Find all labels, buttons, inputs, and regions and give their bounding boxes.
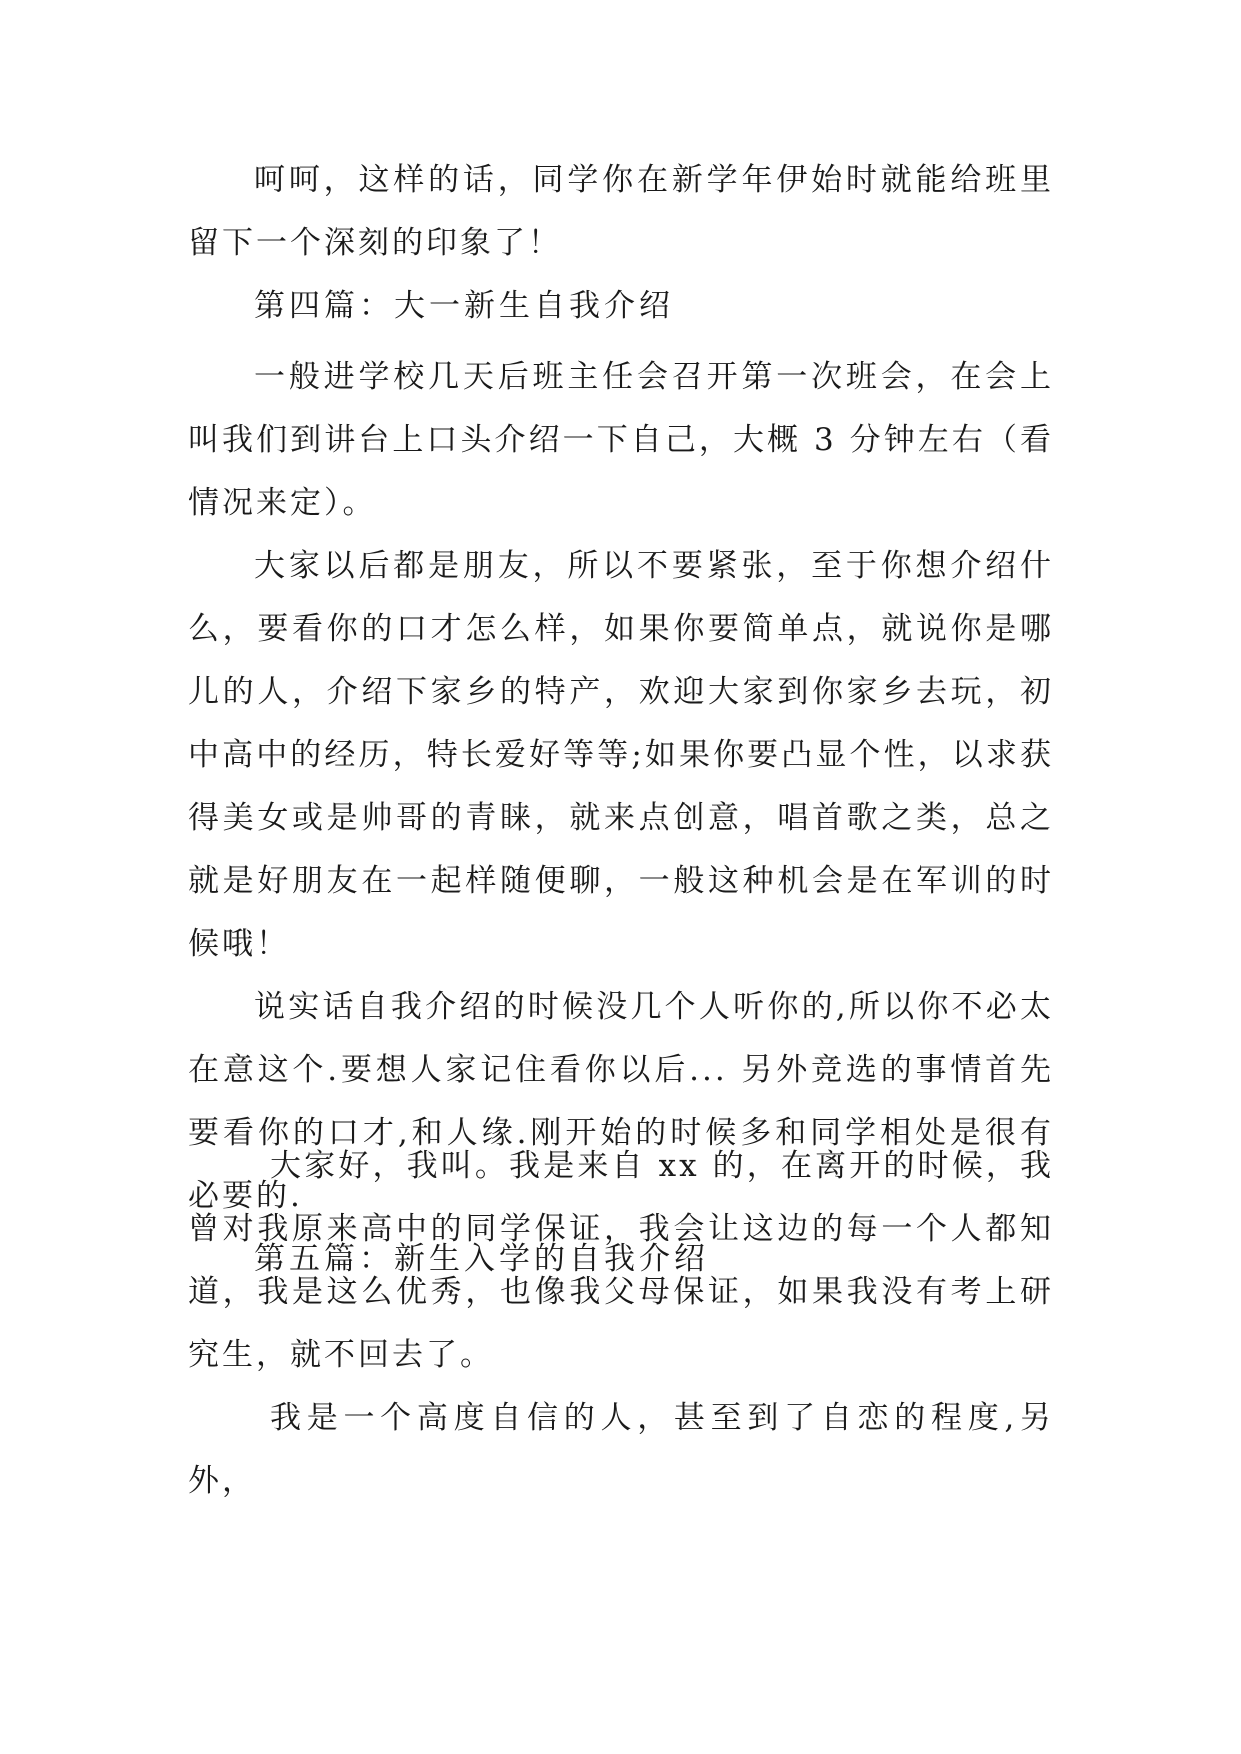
paragraph-honest-note: 说实话自我介绍的时候没几个人听你的,所以你不必太在意这个.要想人家记住看你以后... 另外竞选的事情首先要看你的口才,和人缘.刚开始的时候多和同学相处是很有必要的. [188, 989, 1054, 1214]
section-heading-4: 第四篇：大一新生自我介绍 [254, 288, 674, 324]
paragraph-introduction-advice: 大家以后都是朋友，所以不要紧张，至于你想介绍什么，要看你的口才怎么样，如果你要简单点，就说你是哪儿的人，介绍下家乡的特产，欢迎大家到你家乡去玩，初中高中的经历，特长爱好等等;如果你要凸显个性，以求获得美女或是帅哥的青睐，就来点创意，唱首歌之类，总之就是好朋友在一起样随便聊，一般这种机会是在军训的时候哦！ [188, 548, 1054, 962]
document-body [188, 149, 1054, 338]
document-body-section-5 [188, 1135, 1054, 1513]
paragraph-greeting: 大家好，我叫。我是来自 xx 的，在离开的时候，我曾对我原来高中的同学保证，我会让这边的每一个人都知道，我是这么优秀，也像我父母保证，如果我没有考上研究生，就不回去了。 [188, 1148, 1054, 1373]
section-heading-5: 第五篇：新生入学的自我介绍 [254, 1241, 709, 1277]
paragraph-closing-remark: 呵呵，这样的话，同学你在新学年伊始时就能给班里留下一个深刻的印象了！ [188, 162, 1054, 261]
paragraph-self-confidence: 我是一个高度自信的人，甚至到了自恋的程度,另外， [188, 1400, 1054, 1499]
paragraph-class-meeting: 一般进学校几天后班主任会召开第一次班会，在会上叫我们到讲台上口头介绍一下自己，大概 3 分钟左右（看情况来定）。 [188, 359, 1054, 521]
